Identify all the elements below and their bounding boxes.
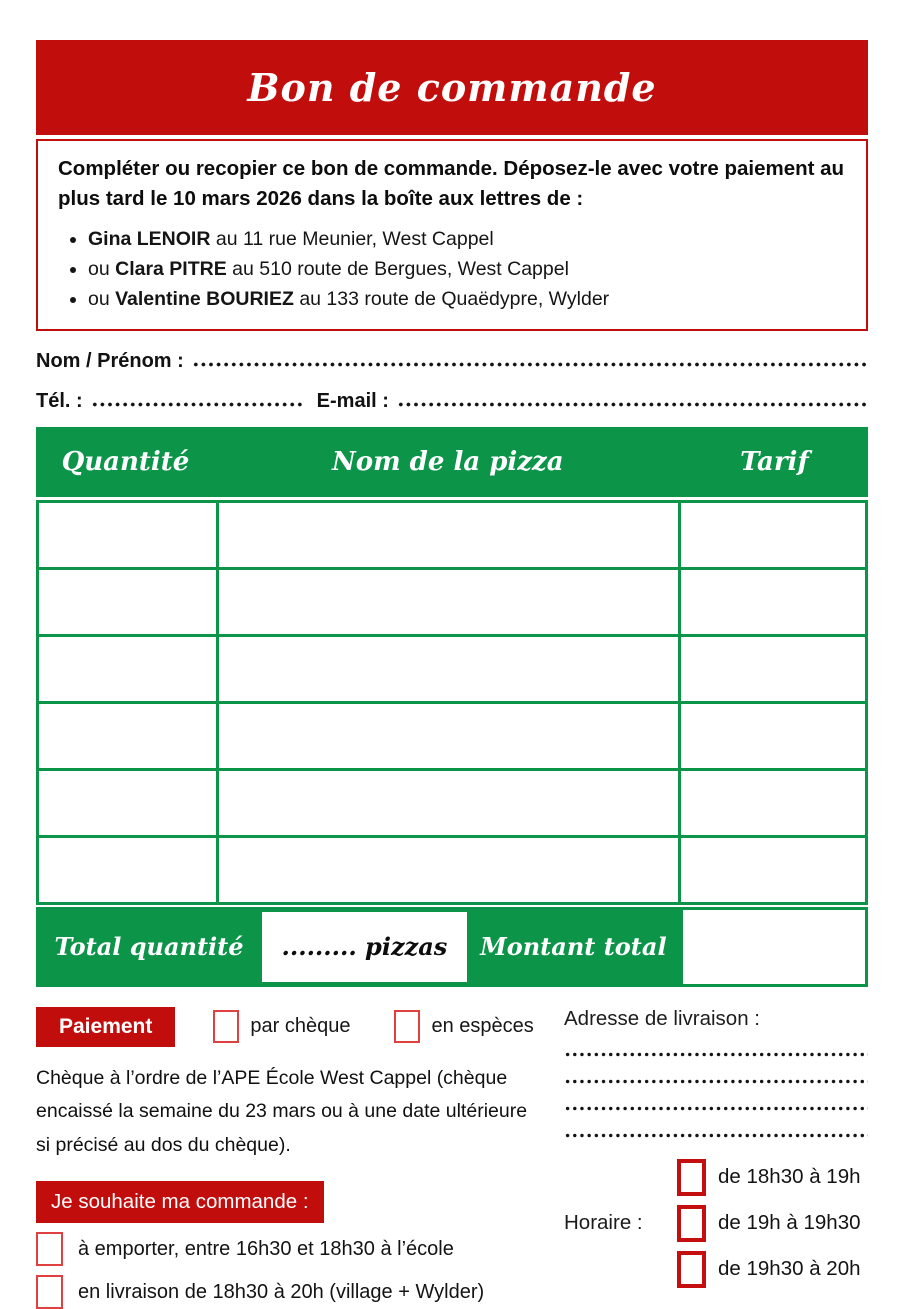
payment-option-cash — [394, 1010, 533, 1043]
bottom-section — [36, 1007, 868, 1309]
slot3-checkbox[interactable] — [677, 1251, 706, 1288]
schedule-options — [677, 1159, 861, 1288]
table-row — [36, 570, 868, 637]
slot1-checkbox-label: de 18h30 à 19h — [718, 1165, 861, 1189]
pizza-name-cell[interactable] — [216, 570, 679, 634]
cash-checkbox[interactable] — [394, 1010, 420, 1043]
order-mode-delivery — [36, 1275, 560, 1309]
name-input-line[interactable] — [192, 360, 868, 369]
table-footer-row — [36, 907, 868, 987]
schedule-section — [564, 1159, 868, 1288]
table-row — [36, 704, 868, 771]
pizza-name-cell[interactable] — [216, 503, 679, 567]
pizza-name-cell[interactable] — [216, 704, 679, 768]
quantity-cell[interactable] — [39, 637, 216, 701]
total-amount-fill-cell[interactable] — [680, 907, 868, 987]
price-cell[interactable] — [678, 771, 865, 835]
list-item — [88, 255, 846, 285]
price-cell[interactable] — [678, 637, 865, 701]
contact-name: Valentine BOURIEZ — [115, 287, 294, 310]
payment-row — [36, 1007, 560, 1047]
payment-option-cheque — [213, 1010, 350, 1043]
cheque-checkbox-label: par chèque — [250, 1015, 351, 1038]
delivery-column — [564, 1007, 868, 1309]
pickup-checkbox-label: à emporter, entre 16h30 et 18h30 à l’école — [78, 1237, 454, 1260]
contact-address: au 11 rue Meunier, West Cappel — [210, 228, 494, 251]
pizza-name-cell[interactable] — [216, 838, 679, 902]
contact-name: Clara PITRE — [115, 258, 227, 281]
tel-email-field-row — [36, 390, 868, 413]
address-input-line[interactable] — [564, 1031, 868, 1058]
col-header-quantity: Quantité — [61, 446, 190, 477]
cheque-note: Chèque à l’ordre de l’APE École West Cappel (chèque encaissé la semaine du 23 mars ou à une date ultérieure si précisé au dos du chèque). — [36, 1066, 528, 1156]
list-item — [88, 285, 846, 315]
dropoff-list — [58, 225, 846, 314]
quantity-cell[interactable] — [39, 570, 216, 634]
total-quantity-label: Total quantité — [54, 932, 244, 962]
address-input-line[interactable] — [564, 1058, 868, 1085]
order-mode-banner: Je souhaite ma commande : — [36, 1181, 324, 1223]
price-cell[interactable] — [678, 503, 865, 567]
tel-input-line[interactable] — [91, 400, 303, 409]
contact-address: au 510 route de Bergues, West Cappel — [226, 258, 569, 281]
pizza-name-cell[interactable] — [216, 771, 679, 835]
price-cell[interactable] — [678, 838, 865, 902]
table-header-row — [36, 427, 868, 497]
total-pizzas-fill-cell[interactable]: ......... pizzas — [262, 912, 467, 982]
email-input-line[interactable] — [397, 400, 868, 409]
address-input-line[interactable] — [564, 1112, 868, 1139]
table-row — [36, 503, 868, 570]
name-field-row — [36, 350, 868, 373]
cash-checkbox-label: en espèces — [431, 1015, 534, 1038]
table-row — [36, 838, 868, 905]
slot2-checkbox-label: de 19h à 19h30 — [718, 1211, 861, 1235]
page-title: Bon de commande — [247, 65, 657, 110]
instructions-box — [36, 139, 868, 331]
schedule-option-1 — [677, 1159, 861, 1196]
quantity-cell[interactable] — [39, 503, 216, 567]
delivery-checkbox-label: en livraison de 18h30 à 20h (village + Wylder) — [78, 1280, 485, 1303]
table-row — [36, 637, 868, 704]
schedule-option-2 — [677, 1205, 861, 1242]
email-label: E-mail : — [316, 389, 389, 412]
list-item — [88, 225, 846, 255]
pickup-checkbox[interactable] — [36, 1232, 63, 1266]
order-mode-pickup — [36, 1232, 560, 1266]
bullet-prefix: ou — [88, 287, 116, 310]
payment-badge: Paiement — [36, 1007, 175, 1047]
payment-column — [36, 1007, 560, 1309]
delivery-address-label: Adresse de livraison : — [564, 1006, 760, 1030]
slot3-checkbox-label: de 19h30 à 20h — [718, 1257, 861, 1281]
pizza-name-cell[interactable] — [216, 637, 679, 701]
instructions-text: Compléter ou recopier ce bon de commande. Déposez-le avec votre paiement au plus tard le 10 mars 2026 dans la boîte aux lettres de : — [58, 157, 845, 211]
schedule-option-3 — [677, 1251, 861, 1288]
schedule-label: Horaire : — [564, 1211, 643, 1235]
bullet-prefix: ou — [88, 258, 116, 281]
quantity-cell[interactable] — [39, 704, 216, 768]
quantity-cell[interactable] — [39, 771, 216, 835]
contact-address: au 133 route de Quaëdypre, Wylder — [293, 287, 610, 310]
price-cell[interactable] — [678, 704, 865, 768]
contact-name: Gina LENOIR — [88, 228, 211, 251]
footer-green-band — [36, 907, 680, 987]
order-table — [36, 427, 868, 987]
col-header-price: Tarif — [740, 446, 809, 477]
delivery-checkbox[interactable] — [36, 1275, 63, 1309]
slot1-checkbox[interactable] — [677, 1159, 706, 1196]
tel-label: Tél. : — [36, 389, 83, 412]
quantity-cell[interactable] — [39, 838, 216, 902]
address-input-line[interactable] — [564, 1085, 868, 1112]
cheque-checkbox[interactable] — [213, 1010, 239, 1043]
col-header-pizza-name: Nom de la pizza — [332, 446, 564, 477]
total-amount-label: Montant total — [480, 932, 667, 962]
price-cell[interactable] — [678, 570, 865, 634]
table-row — [36, 771, 868, 838]
table-body — [36, 500, 868, 905]
name-label: Nom / Prénom : — [36, 349, 184, 372]
form-title-banner — [36, 40, 868, 135]
slot2-checkbox[interactable] — [677, 1205, 706, 1242]
